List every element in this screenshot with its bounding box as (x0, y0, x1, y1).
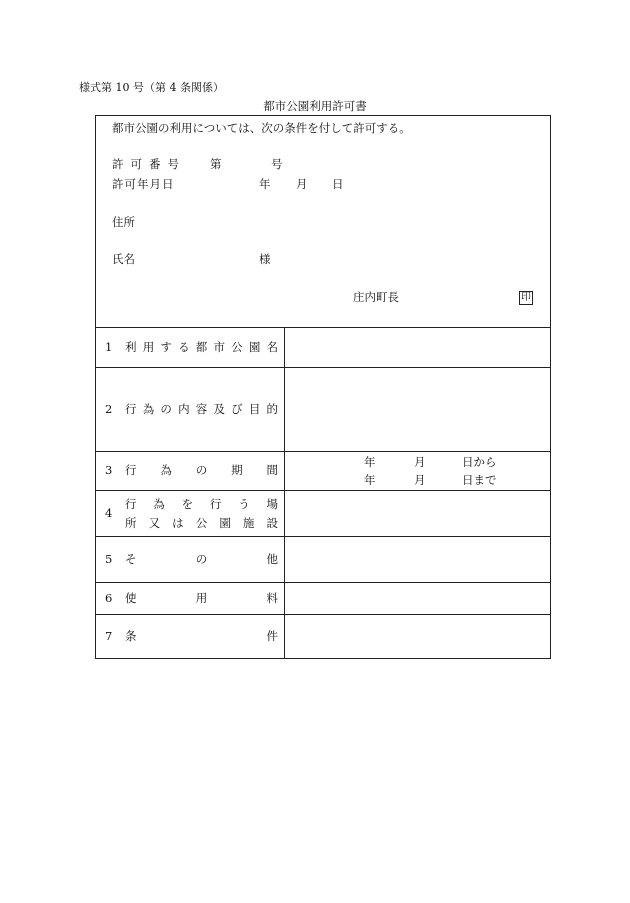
row-label-place-line1: 行 為 を 行 う 場 (125, 497, 278, 511)
permit-date-label: 許可年月日 (112, 177, 175, 191)
permit-number-go: 号 (271, 157, 283, 171)
row-number: 2 (105, 402, 113, 416)
divider (96, 451, 550, 452)
divider (96, 582, 550, 583)
period-from-year: 年 (364, 455, 376, 469)
row-number: 3 (105, 463, 113, 477)
column-divider (284, 327, 285, 658)
row-label-conditions: 条 件 (125, 629, 278, 643)
page-title: 都市公園利用許可書 (263, 99, 367, 113)
row-label-content-purpose: 行 為 の 内 容 及 び 目 的 (125, 402, 278, 416)
row-label-fee: 使 用 料 (125, 591, 278, 605)
seal-mark: 印 (521, 292, 531, 303)
row-number: 4 (105, 506, 113, 520)
divider (96, 327, 550, 328)
permit-date-day: 日 (332, 177, 344, 191)
sama-suffix: 様 (259, 252, 271, 266)
permit-date-year: 年 (259, 177, 271, 191)
row-label-other: そ の 他 (125, 552, 278, 566)
intro-text: 都市公園の利用については、次の条件を付して許可する。 (112, 121, 411, 135)
row-number: 7 (105, 629, 113, 643)
period-from-day: 日から (462, 455, 497, 469)
permit-number-dai: 第 (210, 157, 222, 171)
permit-form-table (95, 115, 551, 659)
row-number: 6 (105, 591, 113, 605)
period-to-year: 年 (364, 473, 376, 487)
divider (96, 367, 550, 368)
form-number: 様式第 10 号（第 4 条関係） (79, 81, 224, 94)
issuer-label: 庄内町長 (353, 290, 399, 304)
divider (96, 536, 550, 537)
divider (96, 614, 550, 615)
divider (96, 490, 550, 491)
row-label-park-name: 利 用 す る 都 市 公 園 名 (125, 340, 278, 354)
row-number: 5 (105, 552, 113, 566)
period-to-day: 日まで (462, 473, 497, 487)
period-from-month: 月 (414, 455, 426, 469)
address-label: 住所 (112, 215, 135, 229)
permit-date-month: 月 (296, 177, 308, 191)
row-label-period: 行 為 の 期 間 (125, 463, 278, 477)
row-label-place-line2: 所 又 は 公 園 施 設 (125, 516, 278, 530)
permit-number-label: 許 可 番 号 (112, 157, 179, 171)
row-number: 1 (105, 340, 113, 354)
name-label: 氏名 (112, 252, 135, 266)
period-to-month: 月 (414, 473, 426, 487)
